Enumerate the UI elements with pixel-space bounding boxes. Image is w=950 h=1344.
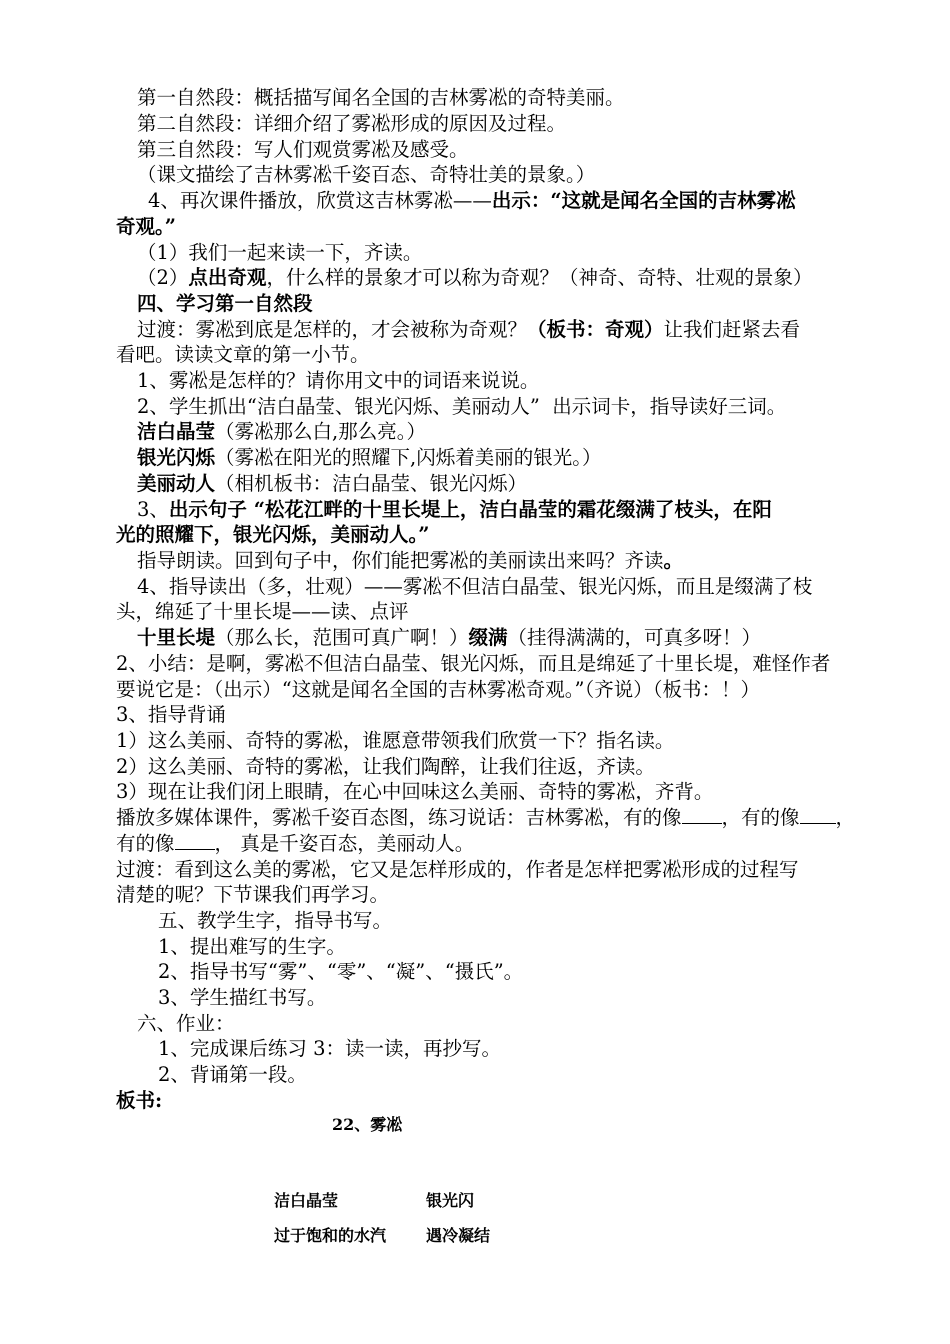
text-run: （2） (137, 266, 189, 289)
paragraph-line-27: 2）这么美丽、奇特的雾凇，让我们陶醉，让我们往返，齐读。 (116, 755, 655, 778)
paragraph-line-22 (137, 625, 761, 651)
blackboard-item: 银光闪 (426, 1191, 475, 1210)
text-run: 4、再次课件播放，欣赏这吉林雾凇—— (148, 189, 492, 212)
paragraph-line-14 (137, 419, 426, 445)
text-run: （挂得满满的，可真多呀！） (507, 626, 762, 649)
paragraph-line-36: 3、学生描红书写。 (158, 986, 327, 1009)
bold-run: 洁白晶莹 (137, 420, 216, 443)
blank-line (800, 805, 836, 824)
paragraph-line-18: 光的照耀下，银光闪烁，美丽动人。” (116, 523, 430, 546)
section-heading-6: 六、作业： (137, 1012, 235, 1035)
section-heading-5: 五、教学生字，指导书写。 (158, 909, 393, 932)
paragraph-line-5 (148, 188, 796, 214)
text-run: 过渡：雾凇到底是怎样的，才会被称为奇观？ (137, 318, 528, 341)
text-run: ，什么样的景象才可以称为奇观？（神奇、奇特、壮观的景象） (266, 266, 813, 289)
paragraph-line-38: 1、完成课后练习 3：读一读，再抄写。 (158, 1037, 502, 1060)
paragraph-line-32: 清楚的呢？下节课我们再学习。 (116, 883, 390, 906)
paragraph-line-24: 要说它是：（出示）“这就是闻名全国的吉林雾凇奇观。”（齐说）（板书：！） (116, 678, 760, 701)
paragraph-line-35: 2、指导书写“雾”、“零”、“凝”、“摄氏”。 (158, 960, 524, 983)
bold-run: 出示：“这就是闻名全国的吉林雾凇 (491, 189, 796, 212)
paragraph-line-15 (137, 445, 601, 471)
text-run: 播放多媒体课件，雾凇千姿百态图，练习说话：吉林雾凇，有的像 (116, 806, 682, 829)
text-run: 3、 (137, 498, 169, 521)
paragraph-line-30 (116, 831, 474, 857)
bold-run: 缀满 (468, 626, 508, 649)
blackboard-item: 遇冷凝结 (426, 1226, 491, 1245)
paragraph-line-16 (137, 471, 527, 497)
text-run: （雾凇在阳光的照耀下,闪烁着美丽的银光。） (215, 446, 602, 469)
bold-run: 十里长堤 (137, 626, 216, 649)
text-run: （相机板书：洁白晶莹、银光闪烁） (215, 472, 528, 495)
blackboard-item: 过于饱和的水汽 (274, 1226, 387, 1245)
bold-run: 银光闪烁 (137, 446, 216, 469)
paragraph-line-1: 第一自然段：概括描写闻名全国的吉林雾凇的奇特美丽。 (137, 86, 625, 109)
bold-run: 出示句子 “松花江畔的十里长堤上，洁白晶莹的霜花缀满了枝头，在阳 (168, 498, 772, 521)
text-run: ， (835, 806, 856, 829)
bold-run: 点出奇观 (188, 266, 267, 289)
paragraph-line-12: 1、雾凇是怎样的？请你用文中的词语来说说。 (137, 369, 540, 392)
paragraph-line-13: 2、学生抓出“洁白晶莹、银光闪烁、美丽动人” 出示词卡，指导读好三词。 (137, 395, 787, 418)
paragraph-line-20: 4、指导读出（多，壮观）——雾凇不但洁白晶莹、银光闪烁，而且是缀满了枝 (137, 575, 813, 598)
text-run: （那么长，范围可真广啊！） (215, 626, 469, 649)
text-run: ，有的像 (721, 806, 800, 829)
text-run: （雾凇那么白,那么亮。） (215, 420, 426, 443)
paragraph-line-6: 奇观。” (116, 215, 176, 238)
paragraph-line-39: 2、背诵第一段。 (158, 1063, 307, 1086)
paragraph-line-2: 第二自然段：详细介绍了雾凇形成的原因及过程。 (137, 112, 567, 135)
paragraph-line-21: 头，绵延了十里长堤——读、点评 (116, 600, 409, 623)
section-heading-4: 四、学习第一自然段 (137, 292, 313, 315)
text-run: ， 真是千姿百态，美丽动人。 (214, 832, 475, 855)
blackboard-title: 22、雾凇 (332, 1115, 403, 1134)
text-run: 指导朗读。回到句子中，你们能把雾凇的美丽读出来吗？齐读 (137, 549, 664, 572)
paragraph-line-29 (116, 805, 855, 831)
blank-line (682, 805, 722, 824)
bold-run: （板书：奇观） (527, 318, 664, 341)
paragraph-line-34: 1、提出难写的生字。 (158, 935, 346, 958)
paragraph-line-7: （1）我们一起来读一下，齐读。 (137, 241, 423, 264)
paragraph-line-17 (137, 497, 772, 523)
blackboard-item: 洁白晶莹 (274, 1191, 339, 1210)
paragraph-line-4: （课文描绘了吉林雾凇千姿百态、奇特壮美的景象。） (137, 163, 596, 186)
text-run: 有的像 (116, 832, 175, 855)
paragraph-line-11: 看吧。读读文章的第一小节。 (116, 343, 370, 366)
text-run: 让我们赶紧去看 (663, 318, 801, 341)
bold-run: 。 (663, 549, 684, 572)
blank-line (175, 831, 215, 850)
paragraph-line-19 (137, 548, 683, 574)
blackboard-heading: 板书: (116, 1089, 163, 1112)
paragraph-line-8 (137, 265, 812, 291)
paragraph-line-28: 3）现在让我们闭上眼睛，在心中回味这么美丽、奇特的雾凇，齐背。 (116, 780, 714, 803)
paragraph-line-3: 第三自然段：写人们观赏雾凇及感受。 (137, 138, 469, 161)
bold-run: 美丽动人 (137, 472, 216, 495)
paragraph-line-25: 3、指导背诵 (116, 703, 226, 726)
paragraph-line-31: 过渡：看到这么美的雾凇，它又是怎样形成的，作者是怎样把雾凇形成的过程写 (116, 858, 799, 881)
paragraph-line-23: 2、小结：是啊，雾凇不但洁白晶莹、银光闪烁，而且是绵延了十里长堤，难怪作者 (116, 652, 831, 675)
paragraph-line-26: 1）这么美丽、奇特的雾凇，谁愿意带领我们欣赏一下？指名读。 (116, 729, 675, 752)
paragraph-line-10 (137, 317, 800, 343)
